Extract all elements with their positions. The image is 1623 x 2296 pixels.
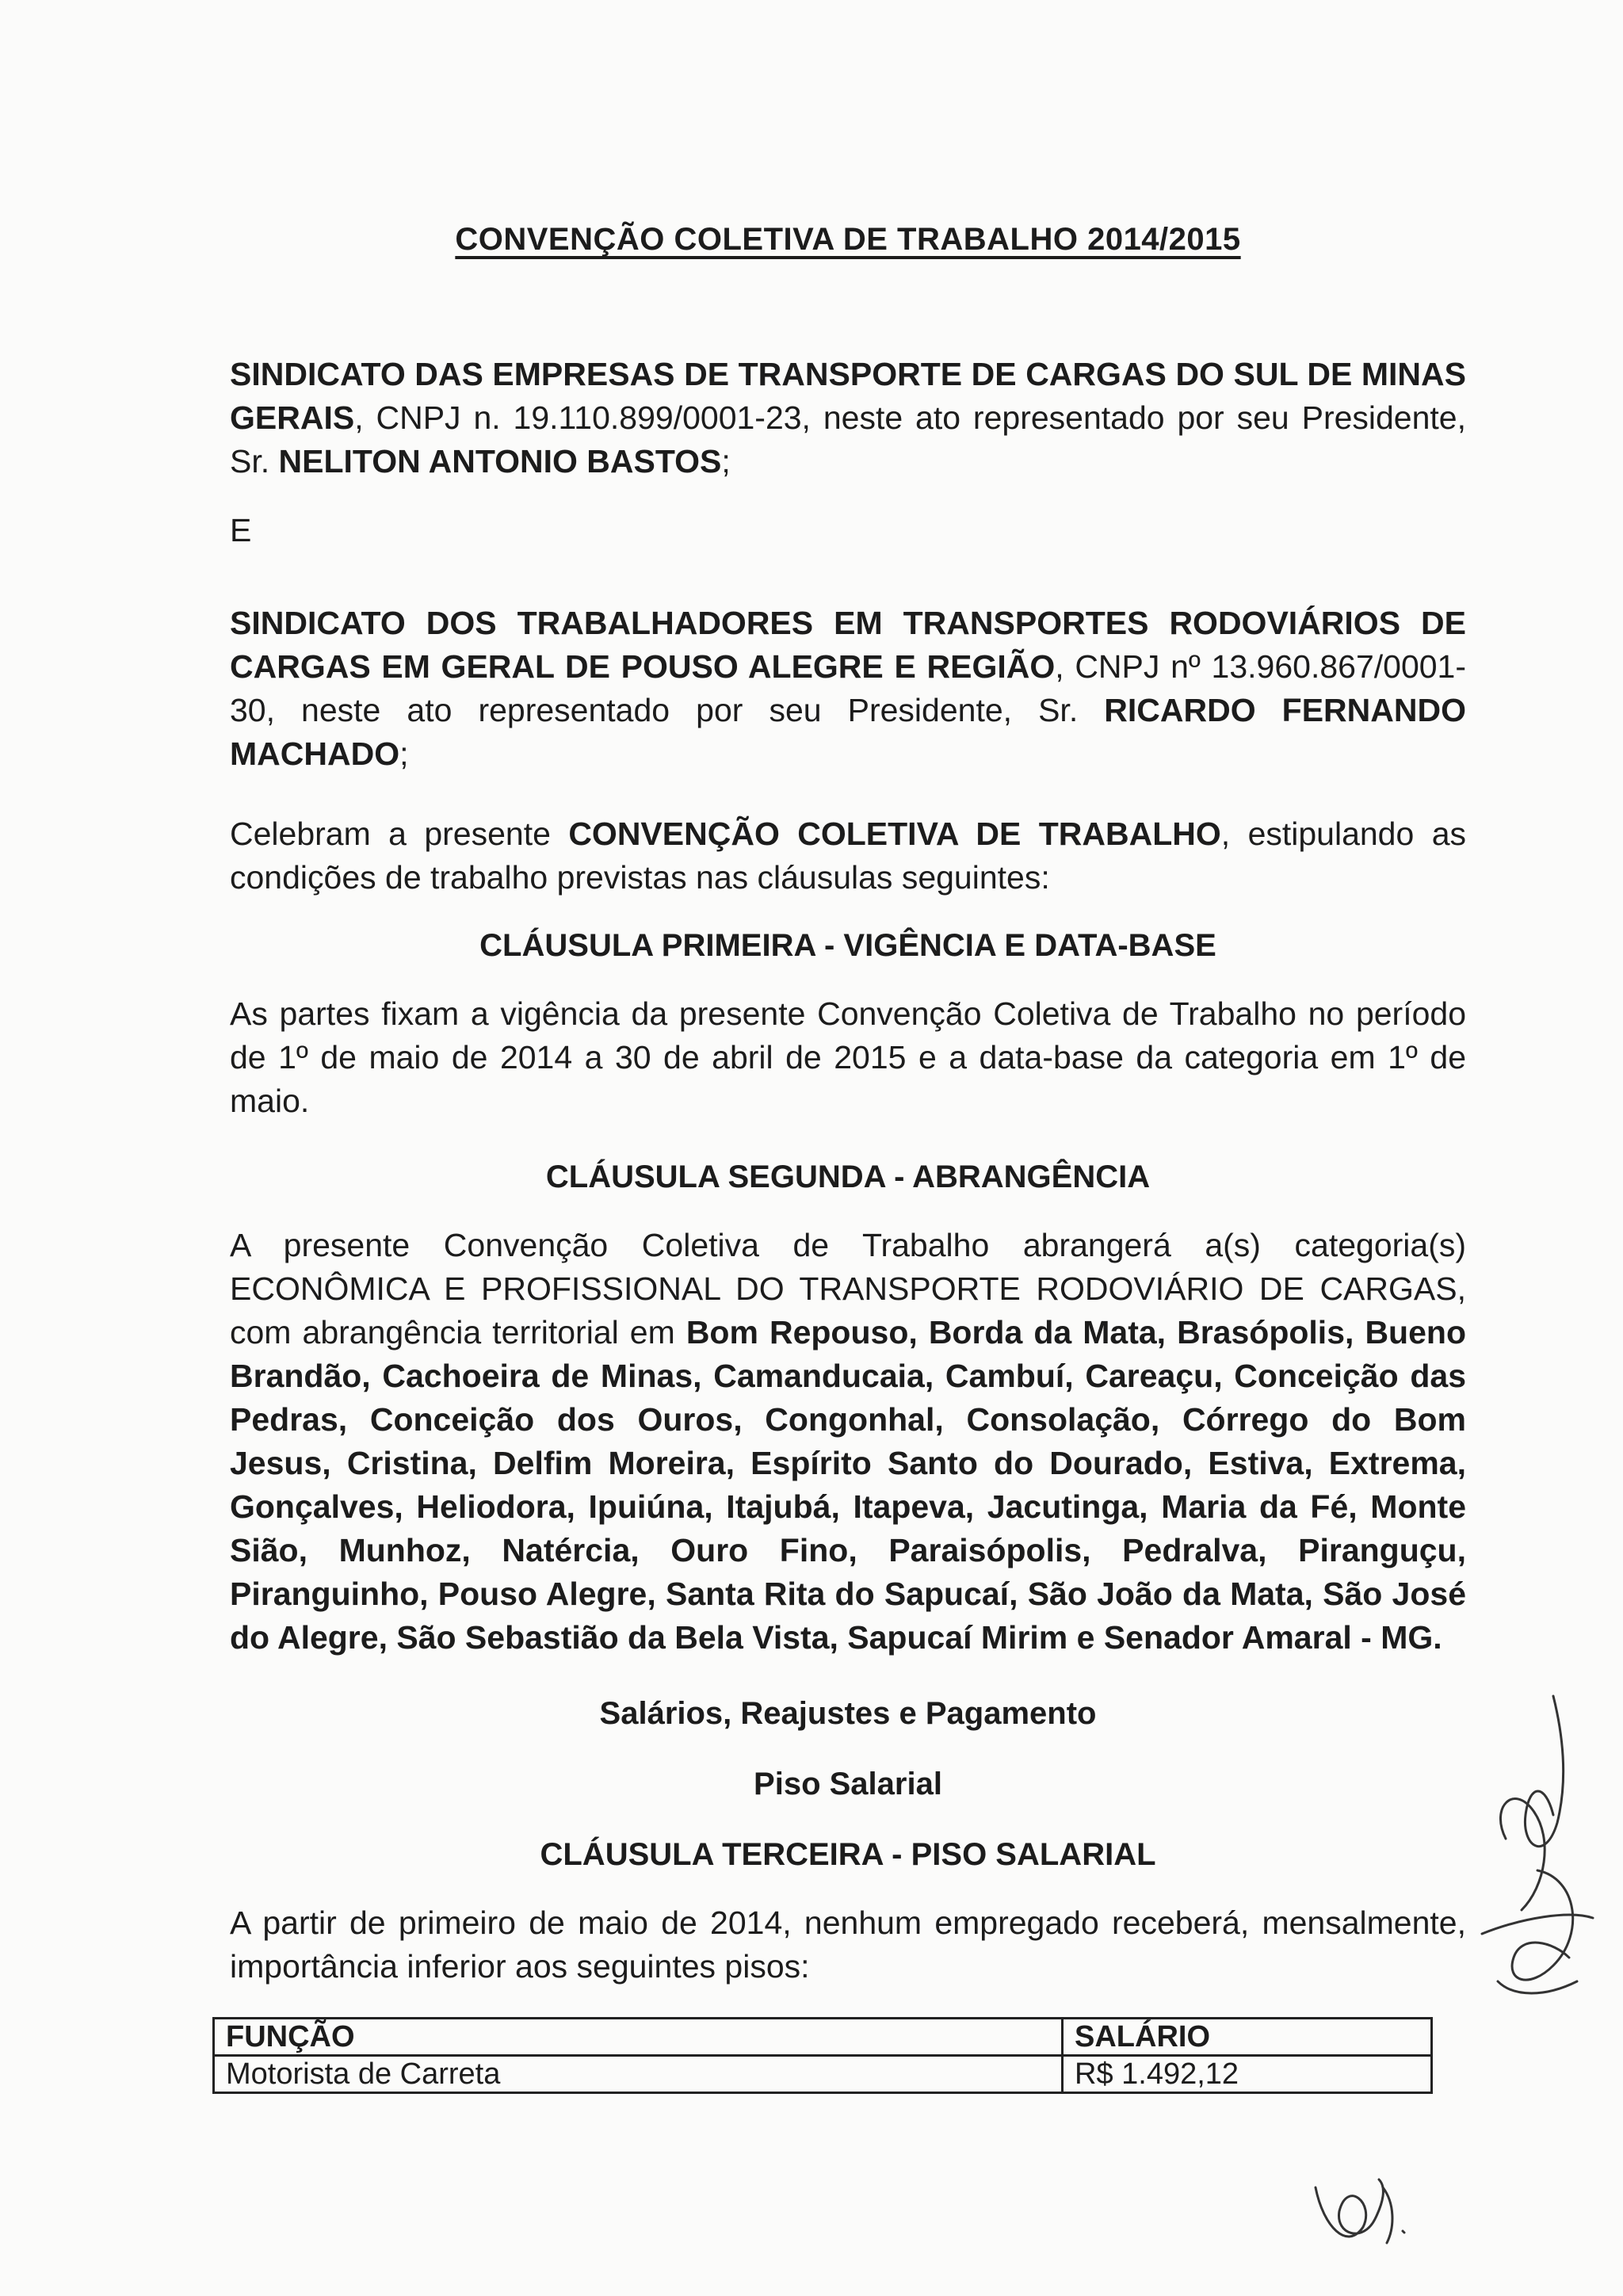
salary-table-header: [214, 2019, 1432, 2056]
section-subtitle: Piso Salarial: [754, 1767, 942, 1801]
intro-post: , estipulando as condições de trabalho previstas nas cláusulas seguintes:: [230, 816, 1466, 896]
intro-paragraph: [230, 812, 1466, 900]
party-employers-president: NELITON ANTONIO BASTOS: [278, 443, 722, 479]
footer-initials-icon: [1300, 2156, 1419, 2267]
clause1-text: As partes fixam a vigência da presente Convenção Coletiva de Trabalho no período de 1º de maio de 2014 a 30 de abril de 2015 e a data-base da categoria em 1º de maio.: [230, 995, 1466, 1119]
party-employers-name: SINDICATO DAS EMPRESAS DE TRANSPORTE DE CARGAS DO SUL DE MINAS GERAIS: [230, 356, 1466, 436]
clause3-text: A partir de primeiro de maio de 2014, nenhum empregado receberá, mensalmente, importância inferior aos seguintes pisos:: [230, 1904, 1466, 1985]
section-title: Salários, Reajustes e Pagamento: [599, 1696, 1097, 1731]
margin-signature-icon: [1458, 1680, 1601, 2013]
salary-table: [212, 2017, 1433, 2094]
header-salario: SALÁRIO: [1063, 2019, 1432, 2056]
clause1-heading: CLÁUSULA PRIMEIRA - VIGÊNCIA E DATA-BASE: [479, 928, 1216, 963]
intro-bold: CONVENÇÃO COLETIVA DE TRABALHO: [568, 816, 1221, 852]
document-body: [226, 222, 1466, 2094]
party-employers-end: ;: [721, 443, 731, 479]
party-employers-details: , CNPJ n. 19.110.899/0001-23, neste ato representado por seu Presidente, Sr.: [230, 399, 1466, 479]
party-employers: [230, 353, 1466, 483]
party-workers-name: SINDICATO DOS TRABALHADORES EM TRANSPORTES RODOVIÁRIOS DE CARGAS EM GERAL DE POUSO ALEGRE E REGIÃO: [230, 605, 1466, 685]
document-title: CONVENÇÃO COLETIVA DE TRABALHO 2014/2015: [455, 222, 1241, 257]
party-workers-end: ;: [399, 735, 409, 772]
table-row: [214, 2056, 1432, 2093]
intro-pre: Celebram a presente: [230, 816, 569, 852]
clause2-cities: Bom Repouso, Borda da Mata, Brasópolis, Bueno Brandão, Cachoeira de Minas, Camanducaia, Cambuí, Careaçu, Conceição das Pedras, Conceição dos Ouros, Congonhal, Consolação, Córrego do Bom Jesus, Cristina, Delfim Moreira, Espírito Santo do Dourado, Estiva, Extrema, Gonçalves, Heliodora, Ipuiúna, Itajubá, Itapeva, Jacutinga, Maria da Fé, Monte Sião, Munhoz, Natércia, Ouro Fino, Paraisópolis, Pedralva, Piranguçu, Piranguinho, Pouso Alegre, Santa Rita do Sapucaí, São João da Mata, São José do Alegre, São Sebastião da Bela Vista, Sapucaí Mirim e Senador Amaral - MG.: [230, 1314, 1466, 1656]
header-funcao: FUNÇÃO: [214, 2019, 1063, 2056]
conjunction: E: [230, 512, 252, 548]
clause2-body: A presente Convenção Coletiva de Trabalho abrangerá a(s) categoria(s) ECONÔMICA E PROFISSIONAL DO TRANSPORTE RODOVIÁRIO DE CARGAS, com abrangência territorial em: [230, 1227, 1466, 1350]
party-workers-president: RICARDO FERNANDO MACHADO: [230, 692, 1466, 772]
clause2-heading: CLÁUSULA SEGUNDA - ABRANGÊNCIA: [545, 1159, 1151, 1194]
row-salario: R$ 1.492,12: [1063, 2056, 1432, 2093]
party-workers: [230, 602, 1466, 776]
clause3-heading: CLÁUSULA TERCEIRA - PISO SALARIAL: [540, 1837, 1156, 1872]
row-funcao: Motorista de Carreta: [214, 2056, 1063, 2093]
clause2-text: [230, 1224, 1466, 1660]
party-workers-details: , CNPJ nº 13.960.867/0001-30, neste ato representado por seu Presidente, Sr.: [230, 648, 1466, 728]
